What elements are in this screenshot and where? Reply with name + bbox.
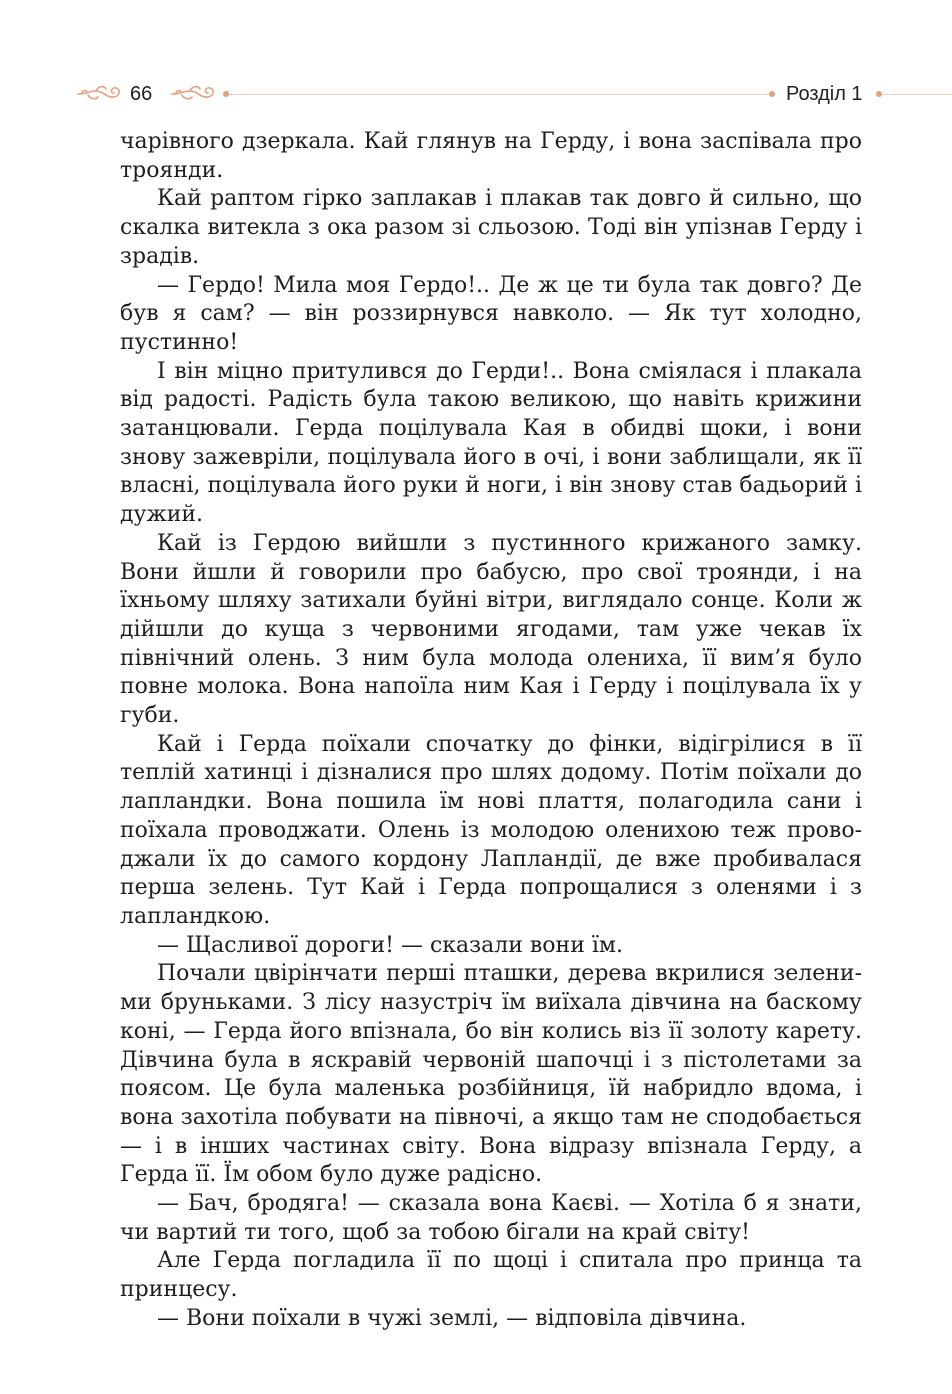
paragraph: Але Герда погладила її по щоці і спитала про принца та принцесу. bbox=[120, 1248, 862, 1303]
paragraph: І він міцно притулився до Герди!.. Вона сміялася і плакала від радості. Радість була такою великою, що навіть крижини затанцювали. Герда поцілувала Кая в обидві щоки, і вони знову зажевріли, поцілувала його в очі, і вони заблищали, як її власні, поцілувала його руки й ноги, і він знову став бадьорий і дужий. bbox=[120, 358, 862, 528]
paragraph: — Бач, бродяга! — сказала вона Каєві. — Хотіла б я знати, чи вартий ти того, щоб за тобою бігали на край світу! bbox=[120, 1191, 862, 1245]
scroll-ornament-icon bbox=[76, 82, 124, 104]
running-header bbox=[0, 80, 952, 110]
header-rule bbox=[226, 94, 770, 95]
paragraph: — Щасливої дороги! — сказали вони їм. bbox=[157, 932, 623, 958]
scroll-ornament-icon bbox=[170, 82, 218, 104]
paragraph: Кай і Герда поїхали спочатку до фінки, відігрілися в її теплій хатинці і дізналися про шлях додому. Потім поїхали до лапландки. Вона пошила їм нові плаття, полагодила сани і поїхала проводжати. Олень із молодою оленихою теж проводжали їх до самого кордону Лапландії, де вже пробивалася перша зелень. Тут Кай і Герда попрощалися з оленями і з лапландкою. bbox=[120, 731, 862, 929]
header-rule bbox=[878, 94, 952, 95]
paragraph: — Гердо! Мила моя Гердо!.. Де ж це ти була так довго? Де був я сам? — він роззирнувся навколо. — Як тут холодно, пустинно! bbox=[120, 272, 862, 355]
body-text bbox=[120, 128, 862, 1334]
paragraph: Кай раптом гірко заплакав і плакав так довго й сильно, що скалка витекла з ока разом зі сльозою. Тоді він упізнав Герду і зрадів. bbox=[120, 186, 862, 269]
paragraph: Почали цвірінчати перші пташки, дерева вкрилися зеленими бруньками. З лісу назустріч їм виїхала дівчина на баскому коні, — Герда його впізнала, бо він колись віз її золоту карету. Дівчина була в яскравій червоній шапочці і з пістолетами за поясом. Це була маленька розбійниця, їй набридло вдома, і вона захотіла побувати на півночі, а якщо там не сподобається — і в інших частинах світу. Вона відразу впізнала Герду, а Герда її. Їм обом було дуже радісно. bbox=[120, 961, 862, 1188]
section-title: Розділ 1 bbox=[786, 83, 863, 105]
paragraph: чарівного дзеркала. Кай глянув на Герду, і вона заспівала про троянди. bbox=[120, 129, 862, 183]
paragraph: Кай із Гердою вийшли з пустинного крижаного замку. Вони йшли й говорили про бабусю, про свої троянди, і на їхньому шляху затихали буйні вітри, виглядало сонце. Коли ж дійшли до куща з червоними ягодами, там уже чекав їх північний олень. З ним була молода олениха, її вим’я було повне молока. Вона напоїла ним Кая і Герду і поцілувала їх у губи. bbox=[120, 530, 862, 729]
divider-dot bbox=[769, 91, 775, 97]
paragraph: — Вони поїхали в чужі землі, — відповіла дівчина. bbox=[157, 1305, 747, 1331]
page-number: 66 bbox=[130, 83, 153, 105]
